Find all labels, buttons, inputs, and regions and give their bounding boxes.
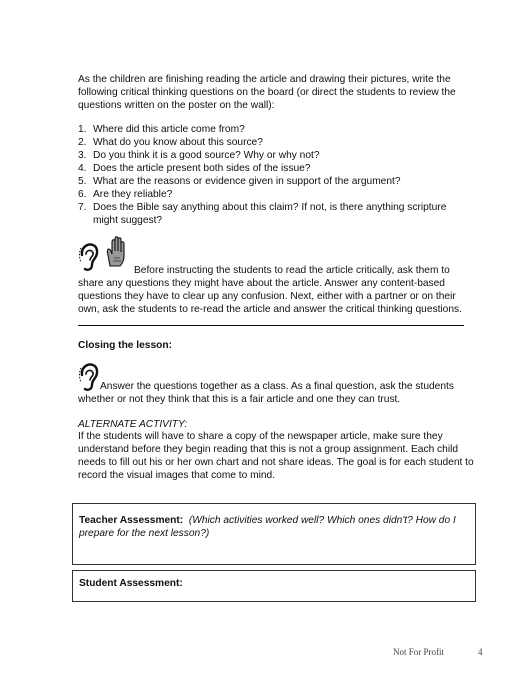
question-item [78,162,470,175]
question-number: 1. [78,124,87,135]
question-number: 3. [78,150,87,161]
before-instructing-paragraph: Before instructing the students to read the article critically, ask them to share any questions they might have about the article. Answer any content-based questions they have to clear up any confusion. Next, either with a partner or on their own, ask the students to re-read the article and answer the critical thinking questions. [78,265,462,315]
question-item [78,136,470,149]
question-item [78,123,470,136]
teacher-assessment-box [72,503,476,565]
question-number: 4. [78,163,87,174]
student-assessment-box [72,570,476,602]
page-number: 4 [478,647,483,657]
question-text: What are the reasons or evidence given in support of the argument? [93,176,401,187]
footer-text: Not For Profit [393,647,445,657]
question-text: Does the Bible say anything about this claim? If not, is there anything scripture might suggest? [93,202,447,226]
critical-thinking-questions [78,123,470,227]
teacher-assessment-label: Teacher Assessment: [79,515,184,526]
question-number: 5. [78,176,87,187]
question-item [78,201,470,227]
question-text: Does the article present both sides of the issue? [93,163,311,174]
teacher-assessment-prompt: (Which activities worked well? Which ones didn't? How do I prepare for the next lesson?) [79,515,456,539]
question-text: Where did this article come from? [93,124,245,135]
question-number: 7. [78,202,87,213]
before-instructing-block [78,264,470,316]
student-assessment-label: Student Assessment: [79,578,183,589]
alternate-activity-title: ALTERNATE ACTIVITY: [78,419,188,430]
question-item [78,149,470,162]
question-text: Are they reliable? [93,189,173,200]
question-item [78,175,470,188]
section-divider [78,325,464,326]
question-number: 6. [78,189,87,200]
closing-heading: Closing the lesson: [78,340,172,351]
question-text: What do you know about this source? [93,137,263,148]
intro-paragraph: As the children are finishing reading the article and drawing their pictures, write the following critical thinking questions on the board (or direct the students to review the questions written on the poster on the wall): [78,74,456,111]
question-number: 2. [78,137,87,148]
question-text: Do you think it is a good source? Why or why not? [93,150,320,161]
closing-paragraph: Answer the questions together as a class. As a final question, ask the students whether or not they think that this is a fair article and one they can trust. [78,381,454,405]
question-item [78,188,470,201]
alternate-activity-paragraph: If the students will have to share a copy of the newspaper article, make sure they understand before they begin reading that this is not a group assignment. Each child needs to fill out his or her own chart and not share ideas. The goal is for each student to record the visual images that come to mind. [78,431,474,481]
closing-block [78,380,474,406]
